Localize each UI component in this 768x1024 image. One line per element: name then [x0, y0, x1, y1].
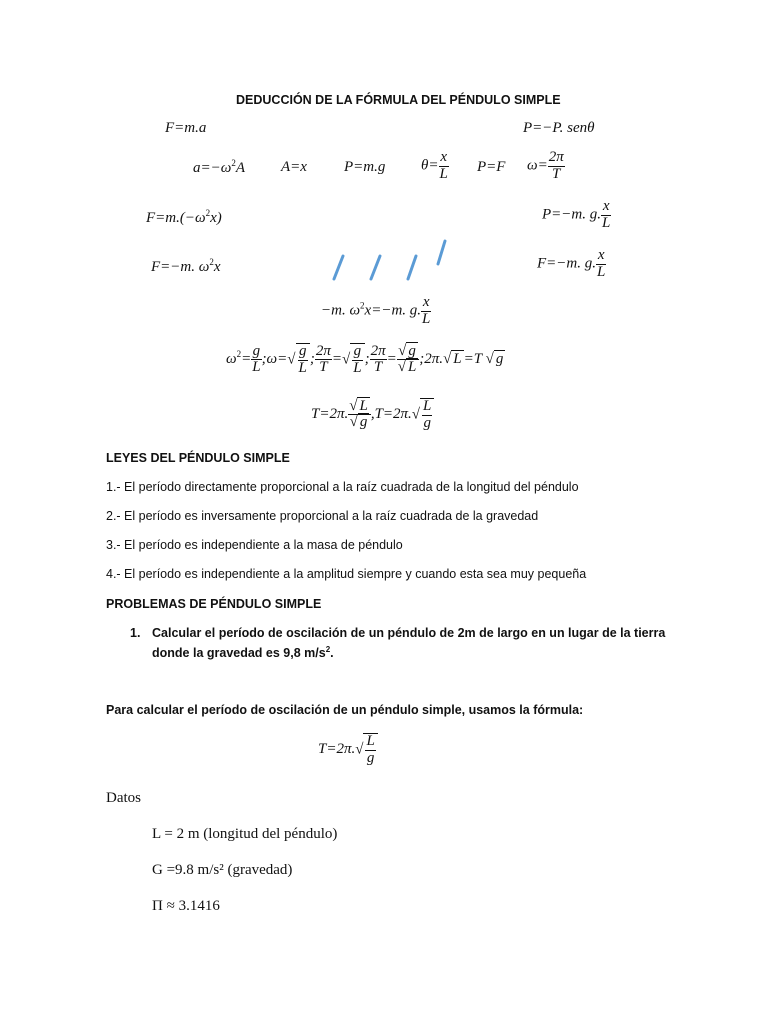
- sqrt-icon: √: [443, 351, 452, 368]
- eq-rhs: x): [210, 210, 222, 226]
- fraction: [421, 295, 431, 328]
- denominator: L: [439, 165, 448, 182]
- radicand: [296, 343, 310, 377]
- numerator: g: [353, 343, 362, 359]
- fraction: [397, 344, 420, 377]
- denominator: L: [422, 310, 431, 327]
- denominator: √ L: [397, 359, 417, 376]
- eq-a-x: A=x: [281, 159, 307, 175]
- eq-p-f: P=F: [477, 159, 506, 175]
- dato-item: L = 2 m (longitud del péndulo): [152, 826, 338, 842]
- sqrt-icon: √: [355, 741, 364, 758]
- denominator: T: [319, 359, 328, 376]
- denominator: √ g: [349, 414, 368, 431]
- separator: ;: [364, 351, 370, 368]
- problem-number: 1.: [130, 626, 141, 640]
- equals: =T: [463, 351, 482, 368]
- eq-f-ma: F=m.a: [165, 120, 207, 136]
- fraction: [251, 344, 261, 377]
- superscript: 2: [325, 645, 331, 654]
- numerator: x: [440, 149, 447, 165]
- ley-item: 3.- El período es independiente a la masa de péndulo: [106, 538, 403, 552]
- dato-item: Π ≈ 3.1416: [152, 898, 220, 914]
- denominator: T: [552, 165, 561, 182]
- eq-a-omega-base: a=−ω: [193, 160, 232, 176]
- radicand: [420, 398, 434, 432]
- radicand: g: [495, 351, 504, 368]
- fraction: [370, 344, 387, 377]
- denominator: L: [597, 263, 606, 280]
- ley-item: 1.- El período directamente proporcional a la raíz cuadrada de la longitud del péndulo: [106, 480, 579, 494]
- eq-lhs: F=−m. ω: [151, 259, 210, 275]
- sup-2: 2: [205, 208, 211, 218]
- ink-mark: [408, 256, 416, 279]
- sqrt-icon: √: [287, 351, 296, 368]
- eq-omega-lhs: ω=: [527, 157, 548, 174]
- numerator: g: [252, 342, 261, 359]
- ink-mark: [438, 241, 445, 264]
- ink-mark: [334, 256, 343, 279]
- ley-item: 4.- El período es independiente a la amplitud siempre y cuando esta sea muy pequeña: [106, 567, 587, 581]
- sqrt-icon: √: [411, 406, 421, 423]
- separator: ;ω=: [261, 351, 288, 368]
- sqrt: [412, 398, 435, 432]
- problem-text: donde la gravedad es 9,8 m/s: [152, 646, 326, 661]
- fraction: [298, 344, 308, 377]
- equals: =: [331, 351, 342, 368]
- eq-final: [311, 398, 434, 432]
- eq-formula: [318, 733, 378, 767]
- radicand: [363, 733, 377, 767]
- radicand: [350, 343, 364, 377]
- numerator: L: [423, 398, 432, 414]
- denominator: T: [373, 359, 383, 376]
- eq-p-sen: P=−P. senθ: [523, 120, 595, 136]
- numerator: 2π: [548, 149, 564, 165]
- eq-lhs: −m. ω: [321, 302, 361, 319]
- datos-heading: Datos: [106, 790, 141, 806]
- numerator: x: [422, 294, 430, 310]
- problem-intro: Para calcular el período de oscilación de un péndulo simple, usamos la fórmula:: [106, 703, 584, 717]
- eq-rhs: x: [213, 259, 221, 275]
- equals: =: [241, 351, 252, 368]
- radicand: L: [453, 351, 462, 368]
- eq-lhs: T=2π.: [311, 406, 349, 423]
- period: .: [330, 646, 334, 661]
- eq-p-mg: P=m.g: [344, 159, 386, 175]
- denominator: g: [366, 749, 375, 766]
- numerator: x: [597, 247, 605, 263]
- sup-2: 2: [209, 257, 214, 267]
- eq-a-omega-tail: A: [235, 160, 246, 176]
- sqrt: [287, 343, 310, 377]
- radicand: L: [359, 397, 368, 414]
- numerator: L: [366, 733, 375, 749]
- radicand: L: [407, 359, 417, 376]
- numerator: √ g: [397, 344, 420, 361]
- eq-lhs: T=2π.: [318, 741, 356, 758]
- problemas-heading: PROBLEMAS DE PÉNDULO SIMPLE: [106, 597, 322, 611]
- page-title: DEDUCCIÓN DE LA FÓRMULA DEL PÉNDULO SIMPLE: [236, 93, 561, 107]
- numerator: 2π: [370, 342, 386, 359]
- eq-chain: [226, 343, 505, 377]
- denominator: L: [353, 359, 362, 376]
- numerator: x: [602, 198, 610, 214]
- radicand: g: [359, 414, 368, 431]
- denominator: L: [298, 359, 307, 376]
- separator: ;: [309, 351, 315, 368]
- fraction: [422, 399, 432, 432]
- eq-lhs: F=−m. g.: [537, 255, 596, 272]
- eq-combined: [321, 295, 431, 328]
- eq-mid: ,T=2π.: [370, 406, 412, 423]
- sqrt: [355, 733, 378, 767]
- eq-lhs: P=−m. g.: [542, 206, 601, 223]
- denominator: L: [252, 359, 261, 376]
- sup-2: 2: [236, 349, 242, 360]
- sup-2: 2: [360, 300, 365, 311]
- eq-theta-lhs: θ=: [421, 157, 439, 174]
- denominator: g: [423, 414, 431, 431]
- leyes-heading: LEYES DEL PÉNDULO SIMPLE: [106, 451, 290, 465]
- fraction: [352, 344, 362, 377]
- numerator: √ L: [348, 399, 371, 416]
- sqrt: [342, 343, 365, 377]
- ley-item: 2.- El período es inversamente proporcional a la raíz cuadrada de la gravedad: [106, 509, 539, 523]
- sup-2: 2: [231, 158, 236, 168]
- denominator: L: [602, 214, 611, 231]
- eq-lhs: F=m.(−ω: [146, 210, 206, 226]
- equals: =: [386, 351, 397, 368]
- eq-mid: x=−m. g.: [364, 302, 422, 319]
- omega: ω: [226, 351, 237, 368]
- fraction: [348, 399, 371, 432]
- fraction: [365, 734, 375, 767]
- dato-item: G =9.8 m/s² (gravedad): [152, 862, 293, 878]
- numerator: g: [298, 343, 307, 359]
- separator: ;2π.: [419, 351, 444, 368]
- sqrt-icon: √: [342, 351, 351, 368]
- problem-text-line2: [152, 645, 334, 660]
- problem-text-line1: Calcular el período de oscilación de un péndulo de 2m de largo en un lugar de la tierra: [152, 626, 666, 640]
- numerator: 2π: [315, 342, 331, 359]
- sqrt-icon: √: [485, 351, 494, 368]
- radicand: g: [408, 342, 416, 359]
- fraction: [315, 344, 332, 377]
- ink-mark: [371, 256, 380, 279]
